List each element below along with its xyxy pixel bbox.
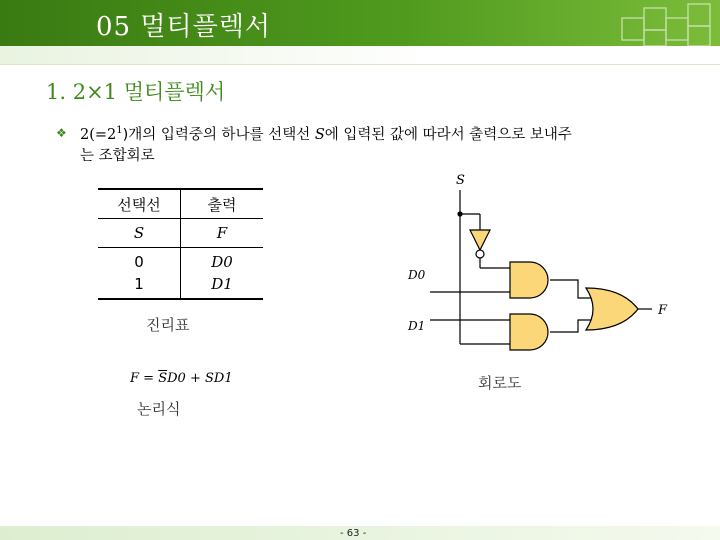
eq-equals: = (139, 371, 159, 386)
slide-title-text: 멀티플렉서 (140, 12, 271, 42)
or-gate (586, 288, 638, 330)
page-number: - 63 - (340, 528, 367, 539)
eq-plus: + (185, 371, 205, 386)
and-gate-2 (510, 314, 548, 350)
eq-s-bar: $\overline{S}$ (158, 371, 168, 386)
bullet-mid: )개의 입력중의 하나를 선택선 (122, 126, 315, 143)
junction-dot (457, 211, 462, 216)
value-s-1: 1 (134, 275, 144, 293)
logic-caption: 논리식 (137, 400, 181, 418)
table-symbol-row (98, 219, 263, 248)
eq-lhs: F (130, 371, 140, 386)
d0-label: D0 (408, 268, 426, 282)
table-row (98, 248, 263, 300)
bullet-paragraph (56, 120, 696, 167)
and-gate-1 (510, 262, 548, 298)
d1-label: D1 (408, 319, 426, 333)
slide-title (96, 6, 271, 43)
diamond-bullet-icon: ❖ (56, 126, 67, 140)
f-label: F (658, 303, 668, 318)
table-header-row (98, 189, 263, 219)
table-cell-f (181, 248, 264, 300)
truth-table (98, 188, 263, 300)
bullet-superscript: 1 (116, 125, 123, 136)
circuit-caption: 회로도 (478, 374, 522, 392)
header-band (0, 46, 720, 65)
symbol-f: F (181, 219, 264, 248)
eq-sd1: SD1 (204, 371, 233, 386)
bullet-line2: 는 조합회로 (80, 147, 155, 164)
table-cell-s (98, 248, 181, 300)
bullet-text (80, 120, 696, 167)
symbol-s: S (98, 219, 181, 248)
slide-number: 05 (96, 12, 132, 42)
value-f-1: D1 (211, 275, 233, 293)
header-output: 출력 (181, 189, 264, 219)
value-s-0: 0 (134, 253, 144, 271)
eq-d0: D0 (167, 371, 186, 386)
s-label: S (456, 173, 465, 188)
building-blocks-graphic (610, 0, 720, 46)
value-f-0: D0 (211, 253, 233, 271)
section-title: 1. 2×1 멀티플렉서 (46, 80, 226, 104)
bullet-formula: 2(=2 (80, 126, 117, 143)
logic-equation (130, 371, 233, 386)
bullet-post: 에 입력된 값에 따라서 출력으로 보내주 (324, 126, 572, 143)
slide-header (0, 0, 720, 46)
and1-output-wire (550, 280, 592, 298)
header-select: 선택선 (98, 189, 181, 219)
not-gate (470, 230, 490, 250)
truth-table-caption: 진리표 (146, 316, 190, 334)
mux-circuit-diagram (400, 168, 680, 358)
bullet-s: S (314, 126, 325, 143)
not-gate-bubble (476, 250, 484, 258)
